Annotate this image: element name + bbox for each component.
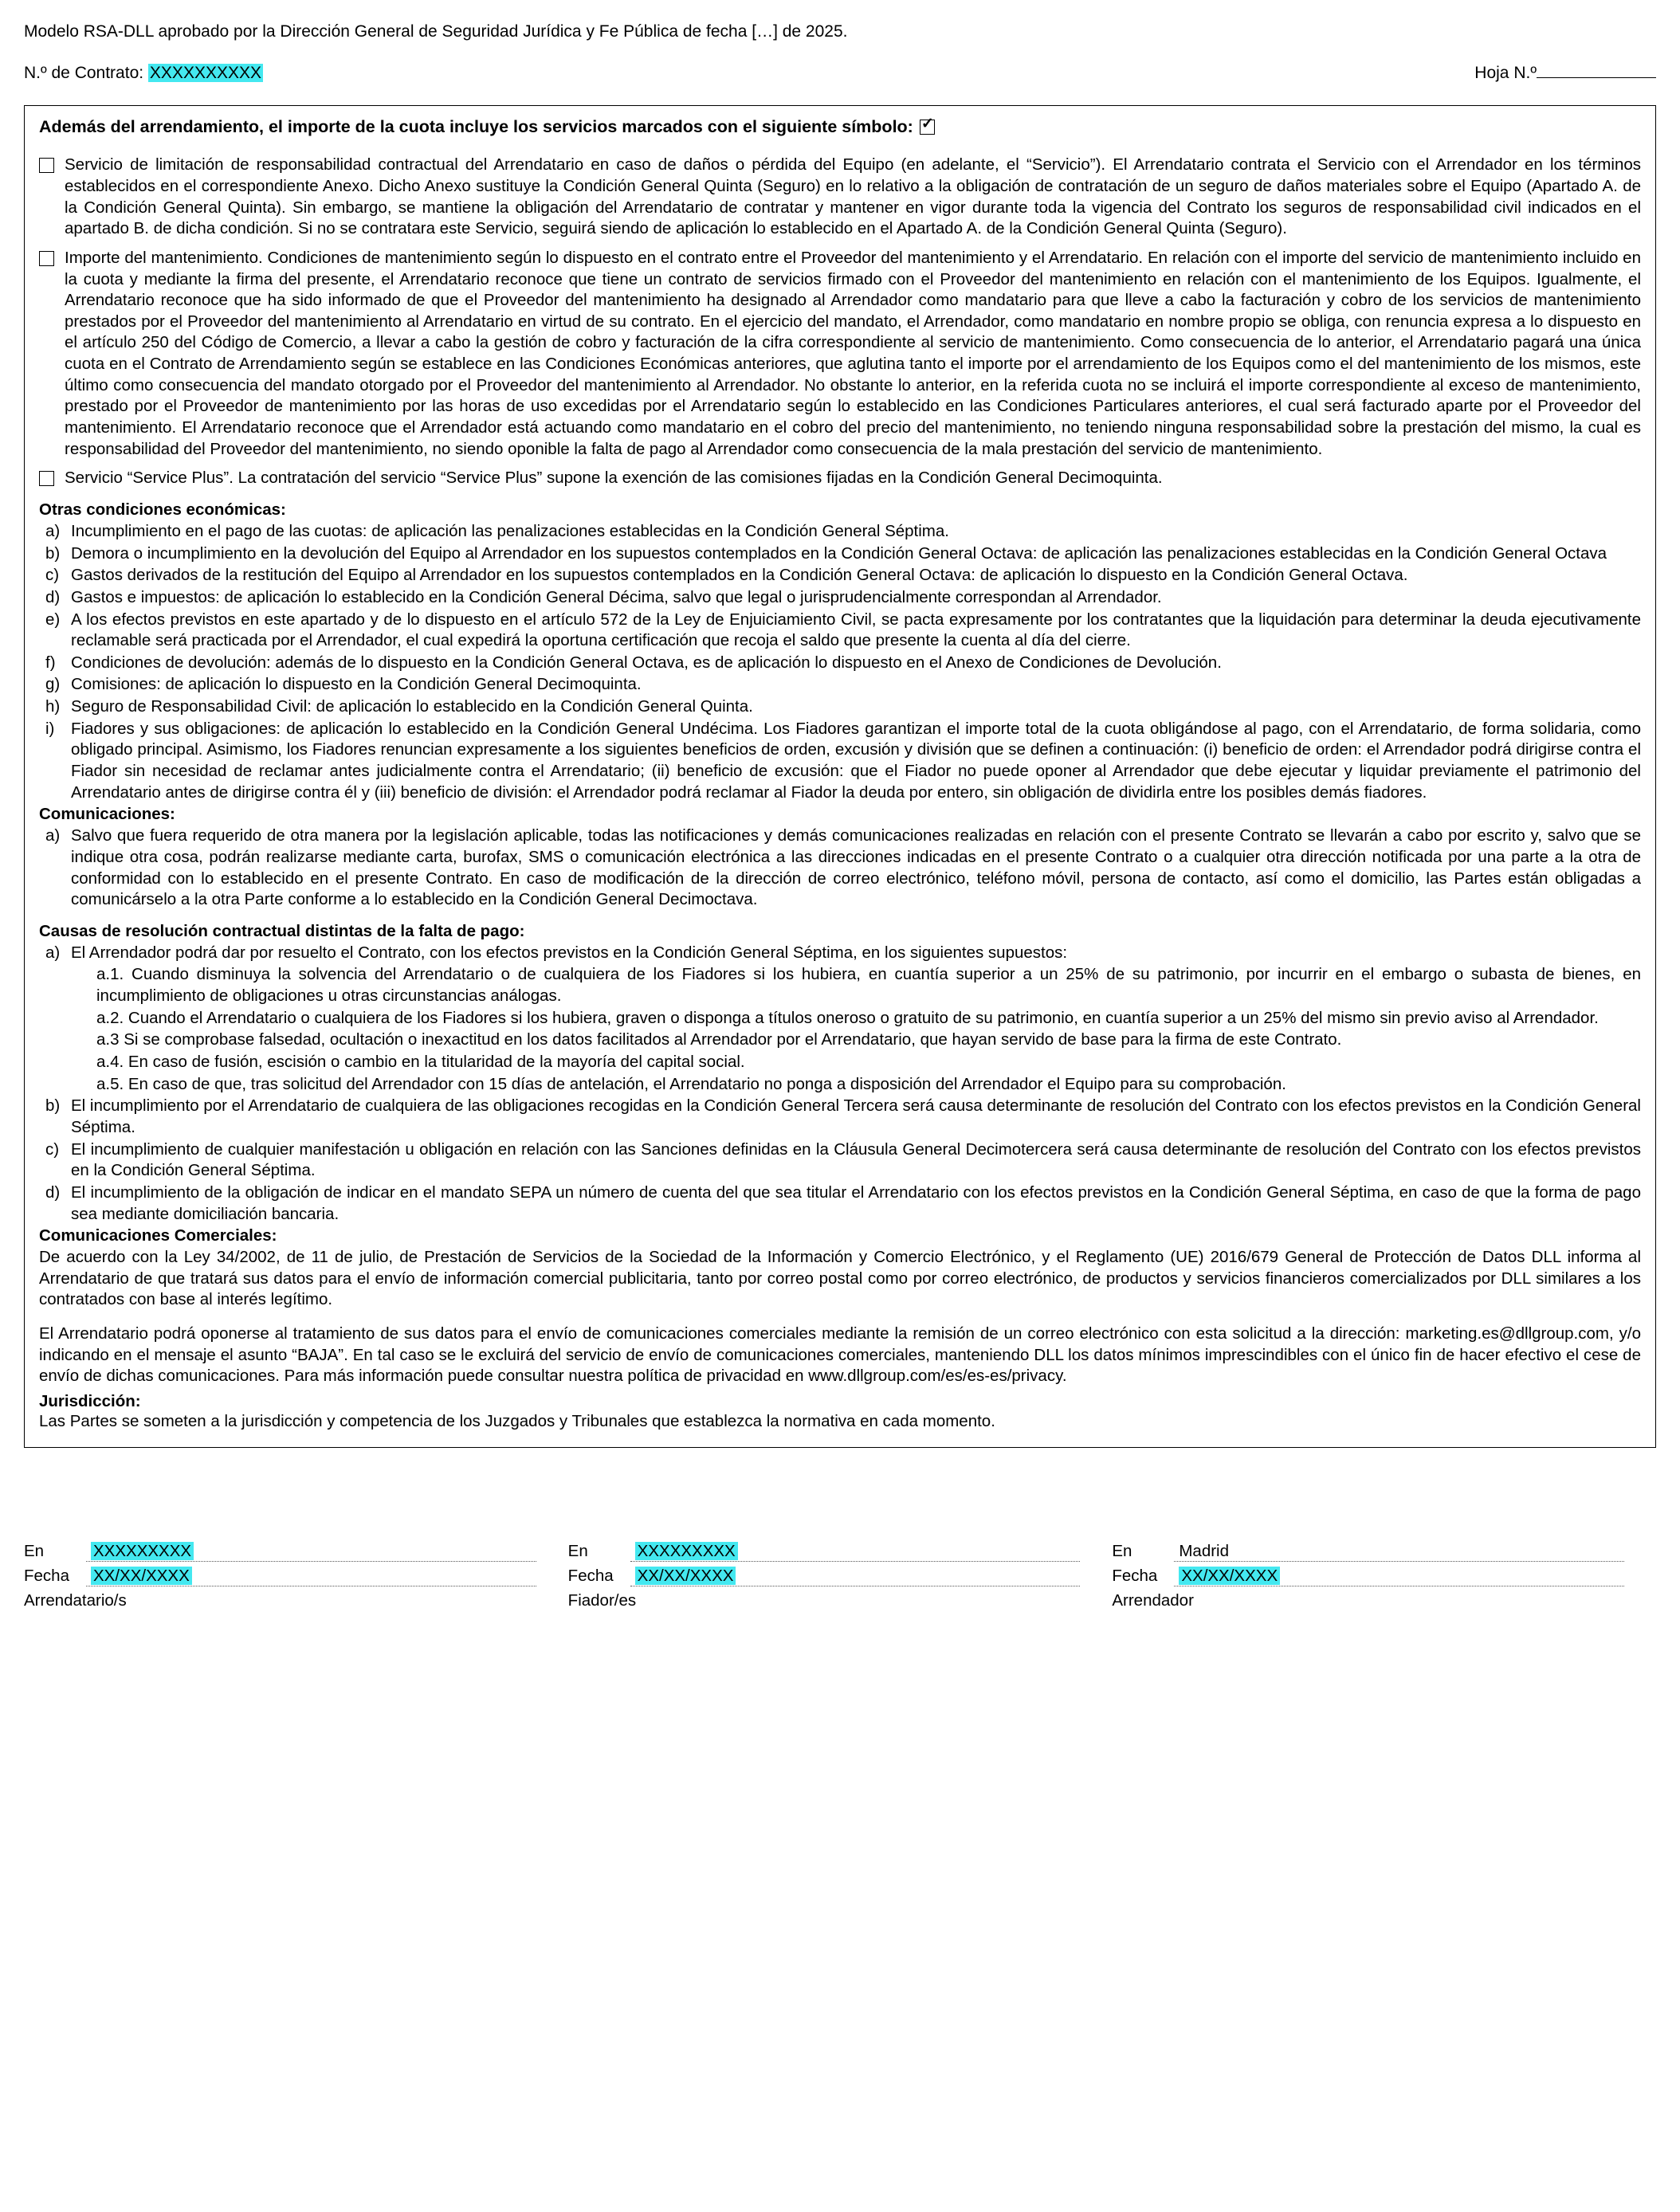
- date-label: Fecha: [24, 1566, 69, 1585]
- signature-role: Fiador/es: [567, 1590, 637, 1610]
- date-label: Fecha: [1112, 1566, 1158, 1585]
- section-title-comunicaciones: Comunicaciones:: [39, 805, 175, 824]
- place-field[interactable]: [86, 1542, 536, 1562]
- list-text: a.5. En caso de que, tras solicitud del Arrendador con 15 días de antelación, el Arrendatario no ponga a disposición del Arrendador el Equipo para su comprobación.: [96, 1074, 1286, 1093]
- sheet-number-group: [1474, 64, 1656, 83]
- list-marker: i): [45, 719, 55, 738]
- signature-place-row: [24, 1542, 536, 1562]
- list-item: [39, 653, 1641, 674]
- list-marker: b): [45, 1096, 61, 1116]
- section-title-otras-condiciones: Otras condiciones económicas:: [39, 500, 286, 519]
- list-text: Gastos derivados de la restitución del Equipo al Arrendador en los supuestos contemplados en la Condición General Octava: de aplicación lo dispuesto en la Condición General Octava.: [71, 566, 1408, 585]
- signature-place-row: [1112, 1542, 1624, 1562]
- signature-date-row: [568, 1567, 1081, 1586]
- list-item: [39, 610, 1641, 652]
- list-marker: d): [45, 587, 61, 606]
- list-item: [39, 521, 1641, 543]
- list-text: a.3 Si se comprobase falsedad, ocultación o inexactitud en los datos facilitados al Arrendador por el Arrendatario, que hayan servido de base para la firma de este Contrato.: [96, 1030, 1342, 1049]
- contract-number-label: N.º de Contrato:: [24, 64, 144, 83]
- date-value: XX/XX/XXXX: [1179, 1567, 1280, 1585]
- place-label: En: [1112, 1541, 1132, 1560]
- date-field[interactable]: [630, 1567, 1081, 1586]
- list-item: [39, 565, 1641, 586]
- list-text: A los efectos previstos en este apartado y de lo dispuesto en el artículo 572 de la Ley de Enjuiciamiento Civil, se pacta expresamente por los contratantes que la liquidación para determinar la deuda ejecutivamente reclamable será practicada por el Arrendador, el cual expedirá la oportuna certificación que recoja el saldo que presente la cuenta al día del cierre.: [71, 610, 1641, 650]
- list-text: Gastos e impuestos: de aplicación lo establecido en la Condición General Décima, salvo que legal o jurisprudencialmente correspondan al Arrendador.: [71, 587, 1162, 606]
- list-text: Comisiones: de aplicación lo dispuesto en la Condición General Decimoquinta.: [71, 675, 642, 694]
- list-item: [39, 1139, 1641, 1182]
- list-item: [39, 1052, 1641, 1073]
- clause-text: Importe del mantenimiento. Condiciones de mantenimiento según lo dispuesto en el contrato entre el Proveedor del mantenimiento y el Arrendatario. En relación con el importe del servicio de mantenimiento incluido en la cuota y mediante la firma del presente, el Arrendatario reconoce que tiene un contrato de servicios firmado con el Proveedor del mantenimiento en relación con el mantenimiento de los Equipos. Igualmente, el Arrendatario reconoce que ha sido informado de que el Proveedor del mantenimiento ha designado al Arrendador como mandatario para que lleve a cabo la facturación y cobro de los servicios de mantenimiento prestados por el Proveedor del mantenimiento al Arrendatario en virtud de su contrato. En el ejercicio del mandato, el Arrendador, como mandatario en nombre propio se obliga, con renuncia expresa a lo dispuesto en el artículo 250 del Código de Comercio, a llevar a cabo la gestión de cobro y facturación de la cifra correspondiente al servicio de mantenimiento. Como consecuencia de lo anterior, el Arrendatario pagará una única cuota en el Contrato de Arrendamiento según se establece en las Condiciones Económicas anteriores, que aglutina tanto el importe por el arrendamiento de los Equipos como el del mantenimiento de los mismos, este último como consecuencia del mandato otorgado por el Proveedor del mantenimiento al Arrendador. No obstante lo anterior, en la referida cuota no se incluirá el importe correspondiente al exceso de mantenimiento, prestado por el Proveedor de mantenimiento por las horas de uso excedidas por el Arrendatario según lo establecido en las Condiciones Particulares anteriores, el cual será facturado aparte por el Proveedor del mantenimiento. El Arrendatario reconoce que el Arrendador está actuando como mandatario en el cobro del precio del mantenimiento, no teniendo ninguna responsabilidad sobre la prestación del mismo, la cual es responsabilidad del Proveedor del mantenimiento, no siendo oponible la falta de pago al Arrendador como consecuencia de la mala prestación del servicio de mantenimiento.: [65, 248, 1641, 458]
- section-title-comerciales: Comunicaciones Comerciales:: [39, 1226, 277, 1245]
- list-marker: a): [45, 521, 61, 540]
- list-marker: g): [45, 675, 61, 694]
- list-item: [39, 826, 1641, 911]
- list-text: El incumplimiento por el Arrendatario de cualquiera de las obligaciones recogidas en la Condición General Tercera será causa determinante de resolución del Contrato con los efectos previstos en la Condición General Séptima.: [71, 1096, 1641, 1136]
- list-marker: d): [45, 1182, 61, 1202]
- list-text: El incumplimiento de cualquier manifestación u obligación en relación con las Sanciones definidas en la Cláusula General Decimotercera será causa determinante de resolución del Contrato con los efectos previstos en la Condición General Séptima.: [71, 1139, 1641, 1180]
- list-marker: f): [45, 653, 56, 672]
- model-approval-line: Modelo RSA-DLL aprobado por la Dirección General de Seguridad Jurídica y Fe Pública de fecha […] de 2025.: [24, 22, 848, 41]
- signature-column-fiador: [568, 1542, 1113, 1610]
- list-text: a.2. Cuando el Arrendatario o cualquiera de los Fiadores si los hubiera, graven o disponga a títulos oneroso o gratuito de su patrimonio, en cuantía superior a un 25% del mismo sin previo aviso al Arrendador.: [96, 1008, 1599, 1027]
- list-item: [39, 964, 1641, 1006]
- list-marker: h): [45, 697, 61, 716]
- symbol-legend-text: Además del arrendamiento, el importe de la cuota incluye los servicios marcados con el siguiente símbolo:: [39, 117, 913, 137]
- sheet-number-label: Hoja N.º: [1474, 64, 1537, 83]
- signature-role: Arrendatario/s: [24, 1590, 127, 1610]
- list-item: [39, 1182, 1641, 1225]
- contract-number-row: [24, 64, 1656, 83]
- otras-condiciones-list: [39, 521, 1641, 803]
- contract-number-group: [24, 64, 263, 83]
- list-marker: e): [45, 610, 61, 629]
- place-field[interactable]: [1174, 1542, 1624, 1562]
- list-text: Fiadores y sus obligaciones: de aplicación lo establecido en la Condición General Undécima. Los Fiadores garantizan el importe total de la cuota obligándose al pago, con el Arrendatario, de forma solidaria, como obligado principal. Asimismo, los Fiadores renuncian expresamente a los siguientes beneficios de orden, excusión y división que se definen a continuación: (i) beneficio de orden: el Arrendador podrá dirigirse contra el Fiador sin necesidad de reclamar antes judicialmente contra el Arrendatario; (ii) beneficio de excusión: que el Fiador no puede oponer al Arrendador que debe ejecutar y liquidar previamente el patrimonio del Arrendatario antes de dirigirse contra él y (iii) beneficio de división: el Arrendador podrá reclamar al Fiador la deuda por entero, sin obligación de dividirla entre los posibles demás fiadores.: [71, 719, 1641, 802]
- list-item: [39, 1074, 1641, 1096]
- section-title-causas: Causas de resolución contractual distintas de la falta de pago:: [39, 921, 525, 940]
- list-marker: a): [45, 826, 61, 845]
- checkbox-icon[interactable]: [39, 471, 54, 486]
- list-text: Incumplimiento en el pago de las cuotas: de aplicación las penalizaciones establecidas en la Condición General Séptima.: [71, 521, 949, 540]
- place-value: XXXXXXXXX: [635, 1542, 738, 1560]
- contract-number-value: XXXXXXXXXX: [149, 64, 261, 83]
- list-item: [39, 587, 1641, 609]
- comunicaciones-list: [39, 826, 1641, 911]
- signature-column-arrendatario: [24, 1542, 568, 1610]
- list-item: [39, 674, 1641, 696]
- clause-text: Servicio de limitación de responsabilidad contractual del Arrendatario en caso de daños o pérdida del Equipo (en adelante, el “Servicio”). El Arrendatario contrata el Servicio con el Arrendador en los términos establecidos en el correspondiente Anexo. Dicho Anexo sustituye la Condición General Quinta (Seguro) en lo relativo a la obligación de contratación de un seguro de daños materiales sobre el Equipo (Apartado A. de la Condición General Quinta). Sin embargo, se mantiene la obligación del Arrendatario de contratar y mantener en vigor durante toda la vigencia del Contrato los seguros de responsabilidad civil indicados en el apartado B. de dicha condición. Si no se contratara este Servicio, seguirá siendo de aplicación lo establecido en el Apartado A. de la Condición General Quinta (Seguro).: [65, 155, 1641, 238]
- list-item: [39, 1008, 1641, 1030]
- date-value: XX/XX/XXXX: [91, 1567, 192, 1585]
- list-text: a.4. En caso de fusión, escisión o cambio en la titularidad de la mayoría del capital social.: [96, 1053, 745, 1072]
- place-value: XXXXXXXXX: [91, 1542, 194, 1560]
- comerciales-paragraph-1: De acuerdo con la Ley 34/2002, de 11 de julio, de Prestación de Servicios de la Sociedad de la Información y Comercio Electrónico, y el Reglamento (UE) 2016/679 General de Protección de Datos DLL informa al Arrendatario de que tratará sus datos para el envío de información comercial publicitaria, tanto por correo postal como por correo electrónico, de productos y servicios financieros comercializados por DLL similares a los contratados con base al interés legítimo.: [39, 1248, 1641, 1309]
- list-text: Condiciones de devolución: además de lo dispuesto en la Condición General Octava, es de aplicación lo dispuesto en el Anexo de Condiciones de Devolución.: [71, 653, 1222, 672]
- place-value: Madrid: [1179, 1541, 1230, 1560]
- checkbox-icon[interactable]: [39, 251, 54, 266]
- date-label: Fecha: [567, 1566, 614, 1585]
- list-text: El Arrendador podrá dar por resuelto el Contrato, con los efectos previstos en la Condición General Séptima, en los siguientes supuestos:: [71, 943, 1068, 962]
- clause-item: [39, 248, 1641, 460]
- clause-item: [39, 468, 1641, 489]
- signature-place-row: [568, 1542, 1081, 1562]
- checkbox-icon: [920, 120, 935, 135]
- list-text: Salvo que fuera requerido de otra manera por la legislación aplicable, todas las notificaciones y demás comunicaciones realizadas en relación con el presente Contrato se llevarán a cabo por escrito y, salvo que se indique otra cosa, podrán realizarse mediante carta, burofax, SMS o comunicación electrónica a las direcciones indicadas en el presente Contrato o a cualquier otra dirección notificada por una parte a la otra de conformidad con lo establecido en el presente Contrato. En caso de modificación de la dirección de correo electrónico, teléfono móvil, persona de contacto, así como el domicilio, las Partes están obligadas a comunicárselo a la otra Parte conforme a lo establecido en la Condición General Decimoctava.: [71, 826, 1641, 909]
- signature-date-row: [1112, 1567, 1624, 1586]
- signature-role: Arrendador: [1112, 1590, 1194, 1610]
- jurisdiccion-text: Las Partes se someten a la jurisdicción y competencia de los Juzgados y Tribunales que establezca la normativa en cada momento.: [39, 1412, 995, 1431]
- list-item: [39, 943, 1641, 964]
- list-item: [39, 1096, 1641, 1138]
- list-marker: c): [45, 1139, 60, 1159]
- list-text: a.1. Cuando disminuya la solvencia del Arrendatario o de cualquiera de los Fiadores si los hubiera, en cuantía superior a un 25% de su patrimonio, por incurrir en el embargo o subasta de bienes, en incumplimiento de obligaciones u otras circunstancias análogas.: [96, 965, 1641, 1006]
- conditions-frame: [24, 105, 1656, 1447]
- list-marker: a): [45, 943, 61, 962]
- place-label: En: [24, 1541, 45, 1560]
- symbol-legend: [39, 117, 1641, 137]
- signature-block: [24, 1542, 1656, 1610]
- list-item: [39, 543, 1641, 565]
- list-item: [39, 696, 1641, 718]
- causas-list: [39, 943, 1641, 1225]
- date-field[interactable]: [1174, 1567, 1624, 1586]
- signature-date-row: [24, 1567, 536, 1586]
- list-item: [39, 719, 1641, 804]
- sheet-number-blank: [1537, 77, 1656, 78]
- place-field[interactable]: [630, 1542, 1081, 1562]
- place-label: En: [567, 1541, 588, 1560]
- clause-text: Servicio “Service Plus”. La contratación del servicio “Service Plus” supone la exención de las comisiones fijadas en la Condición General Decimoquinta.: [65, 469, 1163, 488]
- checkbox-icon[interactable]: [39, 158, 54, 173]
- date-field[interactable]: [86, 1567, 536, 1586]
- signature-column-arrendador: [1112, 1542, 1656, 1610]
- list-item: [39, 1030, 1641, 1051]
- comerciales-paragraph-2: El Arrendatario podrá oponerse al tratamiento de sus datos para el envío de comunicaciones comerciales mediante la remisión de un correo electrónico con esta solicitud a la dirección: marketing.es@dllgroup.com, y/o indicando en el mensaje el asunto “BAJA”. En tal caso se le excluirá del servicio de envío de comunicaciones comerciales, manteniendo DLL los datos mínimos imprescindibles con el único fin de hacer efectivo el cese de envío de dichas comunicaciones. Para más información puede consultar nuestra política de privacidad en www.dllgroup.com/es/es-es/privacy.: [39, 1324, 1641, 1386]
- list-text: El incumplimiento de la obligación de indicar en el mandato SEPA un número de cuenta del que sea titular el Arrendatario con los efectos previstos en la Condición General Séptima, en caso de que la forma de pago sea mediante domiciliación bancaria.: [71, 1182, 1641, 1223]
- list-marker: c): [45, 566, 60, 585]
- list-marker: b): [45, 543, 61, 563]
- date-value: XX/XX/XXXX: [635, 1567, 736, 1585]
- clause-item: [39, 155, 1641, 240]
- list-text: Demora o incumplimiento en la devolución del Equipo al Arrendador en los supuestos contemplados en la Condición General Octava: de aplicación las penalizaciones establecidas en la Condición General Octava: [71, 543, 1607, 563]
- list-text: Seguro de Responsabilidad Civil: de aplicación lo establecido en la Condición General Quinta.: [71, 697, 753, 716]
- section-title-jurisdiccion: Jurisdicción:: [39, 1392, 141, 1411]
